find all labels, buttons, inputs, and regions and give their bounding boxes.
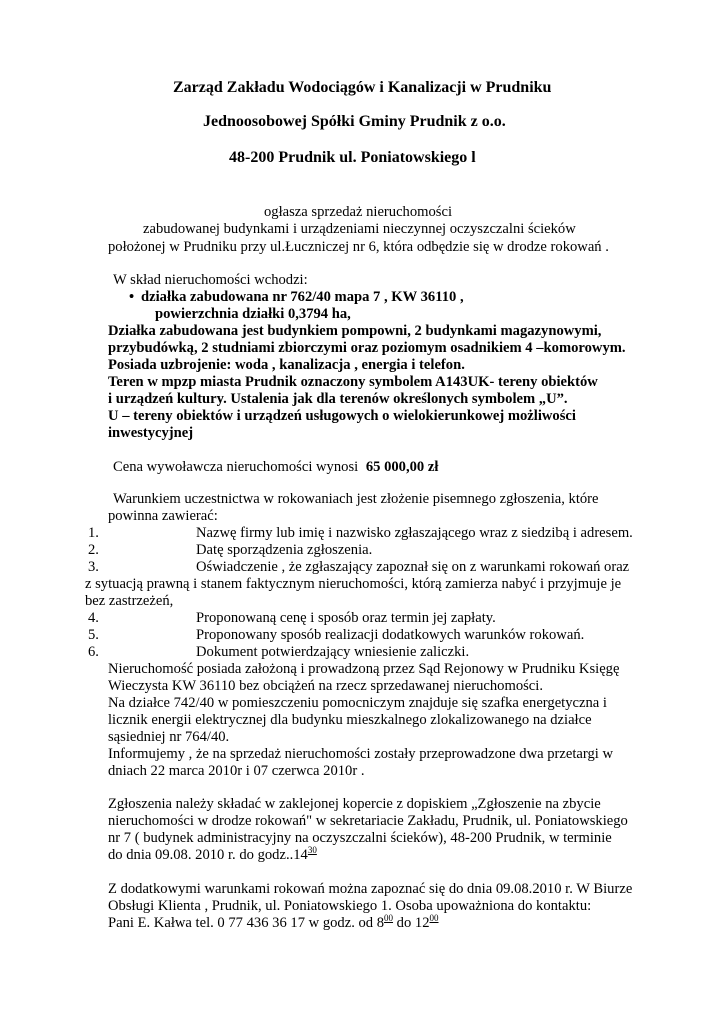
list-item: Nazwę firmy lub imię i nazwisko zgłaszającego wraz z siedzibą i adresem. xyxy=(196,525,633,541)
list-item: Dokument potwierdzający wniesienie zaliczki. xyxy=(196,644,470,660)
conditions-lead-1: Warunkiem uczestnictwa w rokowaniach jest złożenie pisemnego zgłoszenia, które xyxy=(113,491,599,507)
conditions-lead-2: powinna zawierać: xyxy=(108,508,218,524)
list-number: 5. xyxy=(88,627,99,643)
list-item: Proponowany sposób realizacji dodatkowych warunków rokowań. xyxy=(196,627,585,643)
contact-line-1: Z dodatkowymi warunkami rokowań można zapoznać się do dnia 09.08.2010 r. W Biurze xyxy=(108,881,633,897)
tender-line-1: Informujemy , że na sprzedaż nieruchomości zostały przeprowadzone dwa przetargi w xyxy=(108,746,614,762)
list-item-3-cont-2: bez zastrzeżeń, xyxy=(85,593,174,609)
land-book-line-1: Nieruchomość posiada założoną i prowadzoną przez Sąd Rejonowy w Prudniku Księgę xyxy=(108,661,620,677)
header-line-3: 48-200 Prudnik ul. Poniatowskiego l xyxy=(229,149,476,166)
submission-line-1: Zgłoszenia należy składać w zaklejonej kopercie z dopiskiem „Zgłoszenie na zbycie xyxy=(108,796,601,812)
plot-line-2: licznik energii elektrycznej dla budynku mieszkalnego zlokalizowanego na działce xyxy=(108,712,592,728)
list-number: 4. xyxy=(88,610,99,626)
list-number: 6. xyxy=(88,644,99,660)
land-book-line-2: Wieczysta KW 36110 bez obciążeń na rzecz sprzedawanej nieruchomości. xyxy=(108,678,543,694)
composition-line-7: inwestycyjnej xyxy=(108,425,194,441)
tender-line-2: dniach 22 marca 2010r i 07 czerwca 2010r . xyxy=(108,763,365,779)
plot-line-3: sąsiedniej nr 764/40. xyxy=(108,729,230,745)
contact-line-2: Obsługi Klienta , Prudnik, ul. Poniatowskiego 1. Osoba upoważniona do kontaktu: xyxy=(108,898,592,914)
composition-line-1: Działka zabudowana jest budynkiem pompowni, 2 budynkami magazynowymi, xyxy=(108,323,602,339)
plot-line-1: Na działce 742/40 w pomieszczeniu pomocniczym znajduje się szafka energetyczna i xyxy=(108,695,607,711)
list-item: Oświadczenie , że zgłaszający zapoznał się on z warunkami rokowań oraz xyxy=(196,559,630,575)
submission-line-4 xyxy=(108,847,317,864)
intro-line-3: położonej w Prudniku przy ul.Łuczniczej nr 6, która odbędzie się w drodze rokowań . xyxy=(108,239,609,255)
intro-line-1: ogłasza sprzedaż nieruchomości xyxy=(264,204,453,220)
composition-line-5: i urządzeń kultury. Ustalenia jak dla terenów określonych symbolem „U”. xyxy=(108,391,568,407)
contact-hour-to: do 12 xyxy=(393,915,430,931)
bullet-line-1: działka zabudowana nr 762/40 mapa 7 , KW 36110 , xyxy=(141,289,464,305)
list-number: 3. xyxy=(88,559,99,575)
composition-line-2: przybudówką, 2 studniami zbiorczymi oraz poziomym osadnikiem 4 –komorowym. xyxy=(108,340,626,356)
composition-lead: W skład nieruchomości wchodzi: xyxy=(113,272,308,288)
submission-deadline: do dnia 09.08. 2010 r. do godz..14 xyxy=(108,847,308,863)
price-value: 65 000,00 zł xyxy=(365,459,439,475)
submission-line-3: nr 7 ( budynek administracyjny na oczyszczalni ścieków), 48-200 Prudnik, w terminie xyxy=(108,830,612,846)
composition-line-4: Teren w mpzp miasta Prudnik oznaczony symbolem A143UK- tereny obiektów xyxy=(108,374,598,390)
list-number: 1. xyxy=(88,525,99,541)
bullet: • xyxy=(129,289,135,305)
contact-line-3 xyxy=(108,915,439,932)
price-label: Cena wywoławcza nieruchomości wynosi xyxy=(113,459,359,475)
list-item: Proponowaną cenę i sposób oraz termin jej zapłaty. xyxy=(196,610,496,626)
submission-line-2: nieruchomości w drodze rokowań" w sekretariacie Zakładu, Prudnik, ul. Poniatowskiego xyxy=(108,813,628,829)
list-item-3-cont-1: z sytuacją prawną i stanem faktycznym nieruchomości, którą zamierza nabyć i przyjmuje je xyxy=(85,576,622,592)
contact-hour-to-minutes: 00 xyxy=(429,913,439,924)
list-number: 2. xyxy=(88,542,99,558)
bullet-line-2: powierzchnia działki 0,3794 ha, xyxy=(155,306,351,322)
composition-line-6: U – tereny obiektów i urządzeń usługowych o wielokierunkowej możliwości xyxy=(108,408,576,424)
header-line-1: Zarząd Zakładu Wodociągów i Kanalizacji w Prudniku xyxy=(173,79,552,96)
header-line-2: Jednoosobowej Spółki Gminy Prudnik z o.o. xyxy=(203,113,506,130)
submission-minutes: 30 xyxy=(307,845,317,856)
intro-line-2: zabudowanej budynkami i urządzeniami nieczynnej oczyszczalni ścieków xyxy=(143,221,576,237)
list-item: Datę sporządzenia zgłoszenia. xyxy=(196,542,373,558)
contact-phone-hours: Pani E. Kałwa tel. 0 77 436 36 17 w godz. od 8 xyxy=(108,915,385,931)
price-line xyxy=(113,459,438,476)
composition-line-3: Posiada uzbrojenie: woda , kanalizacja , energia i telefon. xyxy=(108,357,465,373)
contact-hour-from-minutes: 00 xyxy=(384,913,394,924)
